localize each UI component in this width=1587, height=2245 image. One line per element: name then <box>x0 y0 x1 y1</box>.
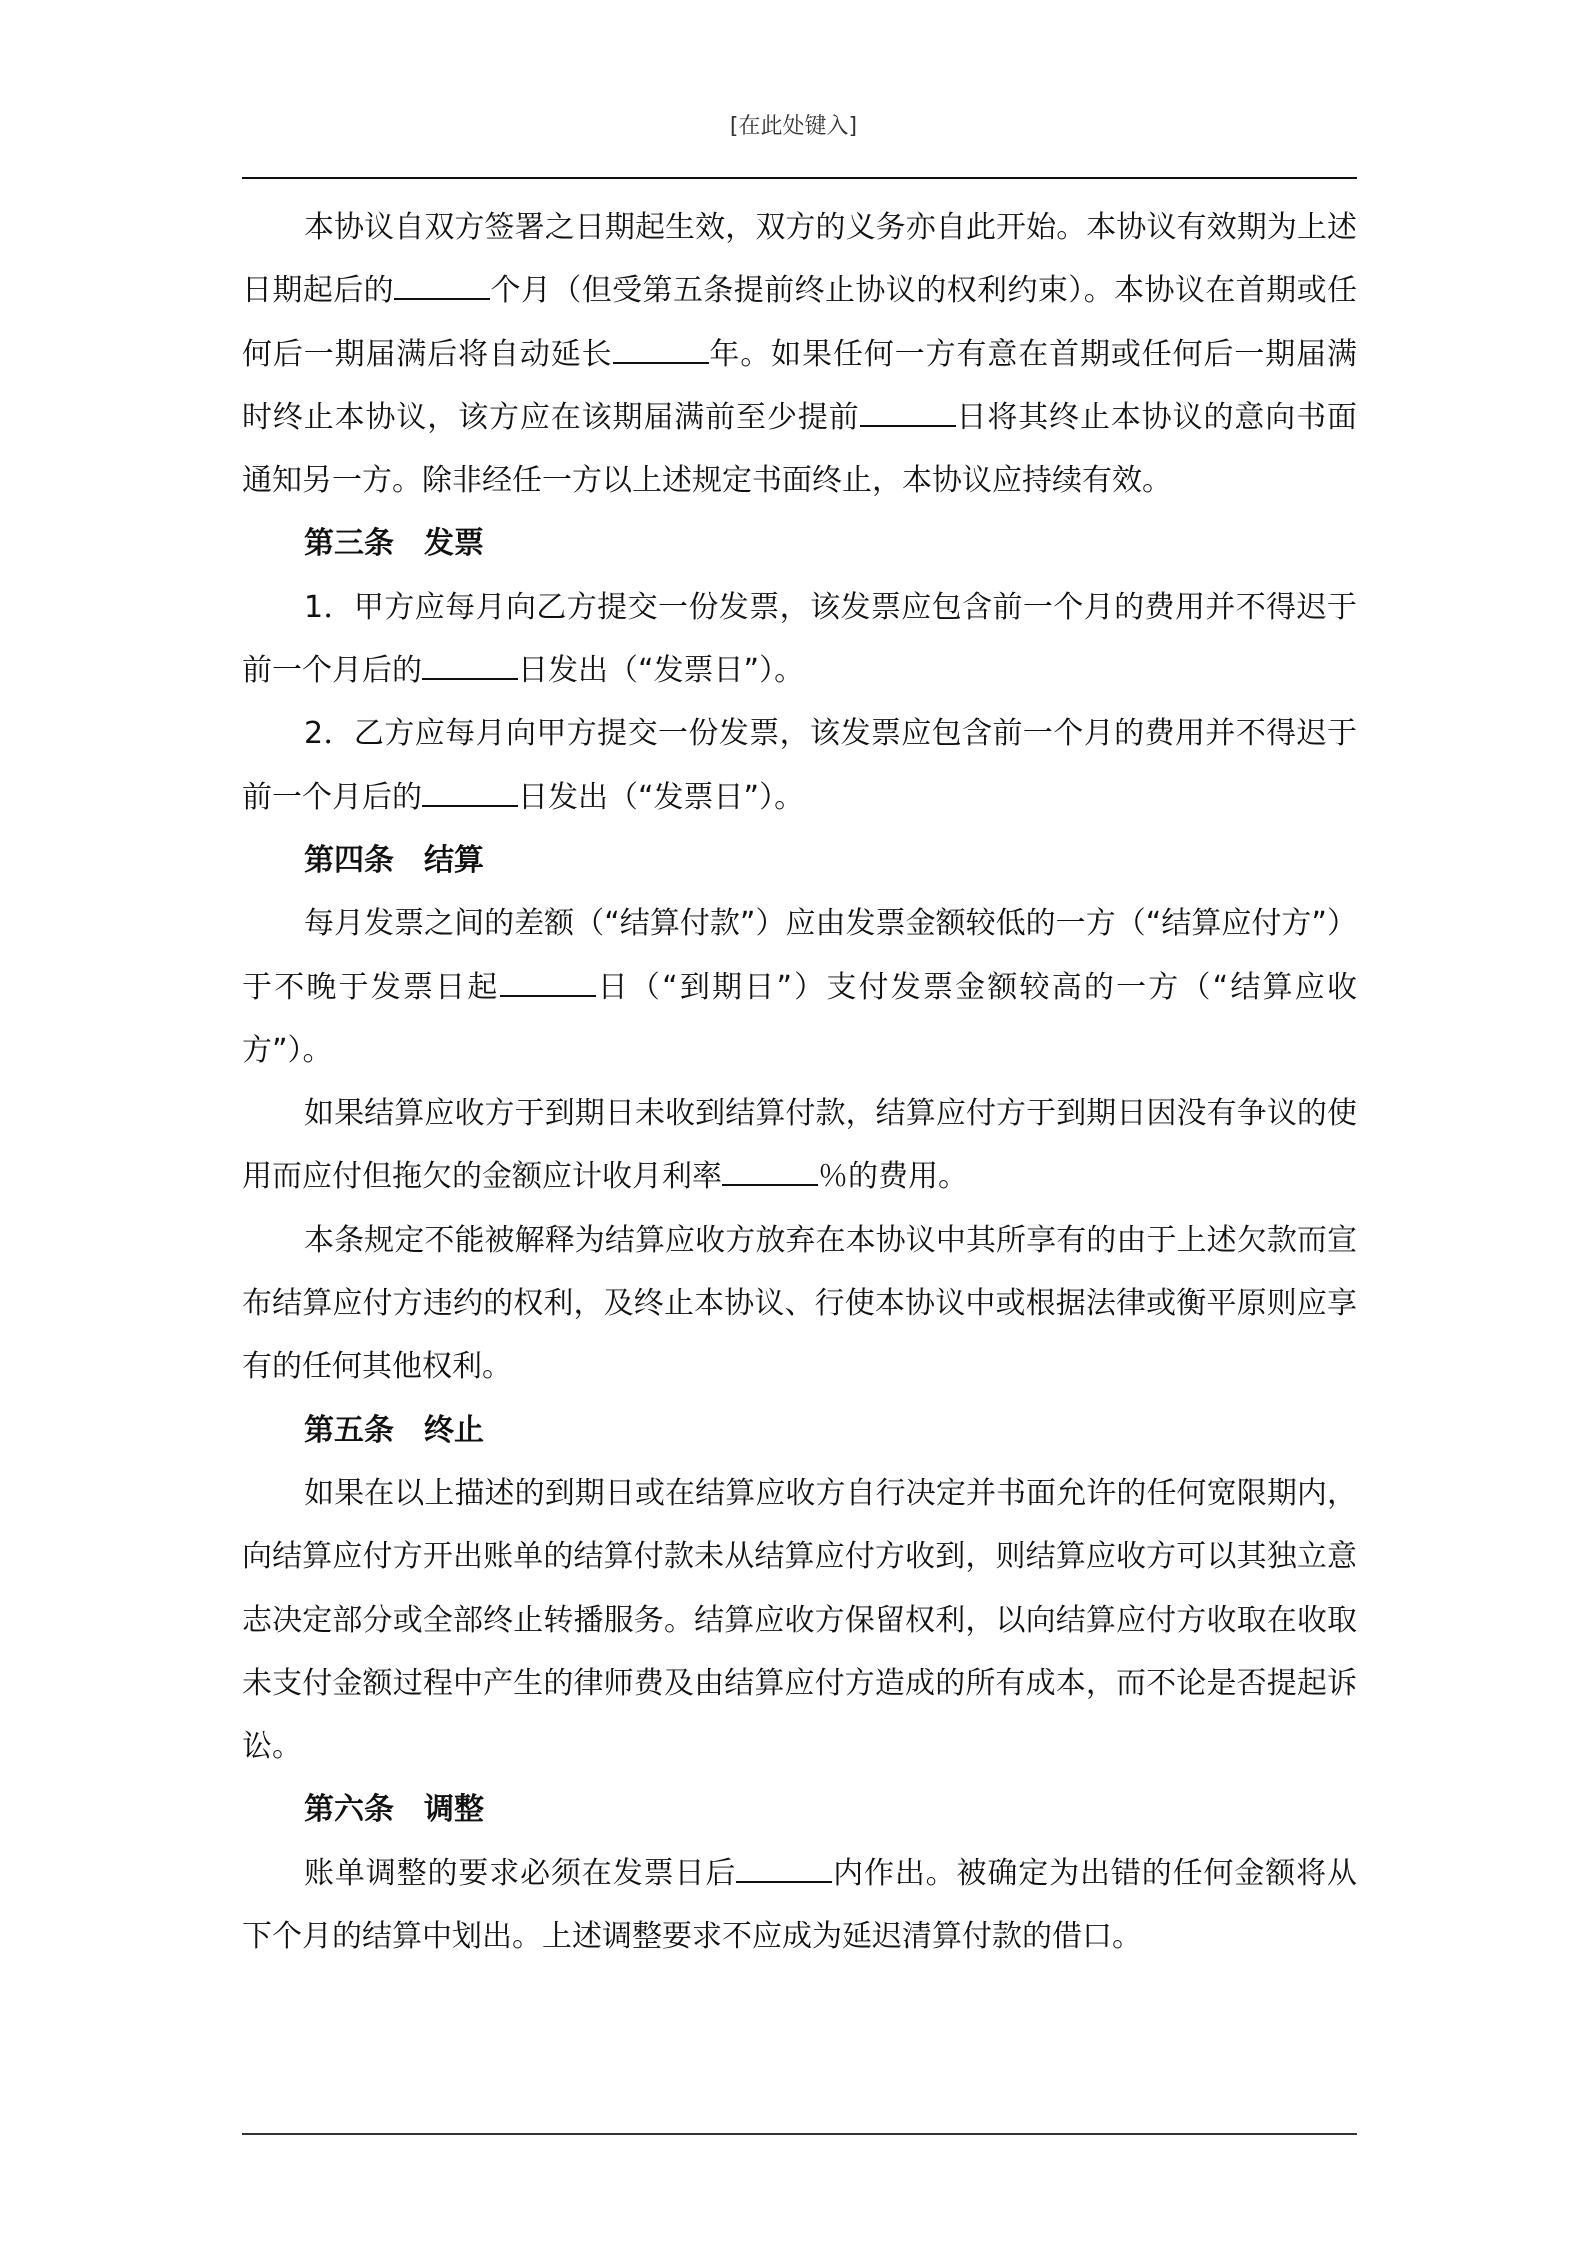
header-rule <box>242 177 1357 179</box>
paragraph-no-waiver: 本条规定不能被解释为结算应收方放弃在本协议中其所享有的由于上述欠款而宣布结算应付方违约的权利，及终止本协议、行使本协议中或根据法律或衡平原则应享有的任何其他权利。 <box>242 1222 1357 1385</box>
document-body <box>242 196 1357 1968</box>
paragraph-invoice-2: 2．乙方应每月向甲方提交一份发票，该发票应包含前一个月的费用并不得迟于前一个月后的 日发出（“发票日”）。 <box>242 716 1357 815</box>
blank-field-invoice-days-1[interactable] <box>422 654 518 680</box>
blank-field-notice-days[interactable] <box>860 401 956 427</box>
paragraph-late-fee: 如果结算应收方于到期日未收到结算付款，结算应付方于到期日因没有争议的使用而应付但拖欠的金额应计收月利率 ％的费用。 <box>242 1096 1357 1195</box>
blank-field-years[interactable] <box>613 338 709 364</box>
page-header: [在此处键入] <box>729 114 858 139</box>
heading-article-4: 第四条 结算 <box>304 842 484 878</box>
paragraph-term: 本协议自双方签署之日期起生效，双方的义务亦自此开始。本协议有效期为上述日期起后的 个月（但受第五条提前终止协议的权利约束）。本协议在首期或任何后一期届满后将自动延长 年。如果任何一方有意在首期或任何后一期届满时终止本协议，该方应在该期届满前至少提前 日将其终止本协议的意向书面通知另一方。除非经任一方以上述规定书面终止，本协议应持续有效。 <box>242 210 1358 499</box>
heading-article-3: 第三条 发票 <box>304 526 484 562</box>
paragraph-termination: 如果在以上描述的到期日或在结算应收方自行决定并书面允许的任何宽限期内，向结算应付方开出账单的结算付款未从结算应付方收到，则结算应收方可以其独立意志决定部分或全部终止转播服务。结算应收方保留权利，以向结算应付方收取在收取未支付金额过程中产生的律师费及由结算应付方造成的所有成本，而不论是否提起诉讼。 <box>242 1475 1357 1765</box>
blank-field-interest-rate[interactable] <box>722 1160 818 1186</box>
blank-field-adjust-period[interactable] <box>736 1857 832 1883</box>
heading-article-6: 第六条 调整 <box>304 1792 484 1828</box>
paragraph-adjustment: 账单调整的要求必须在发票日后 内作出。被确定为出错的任何金额将从下个月的结算中划出。上述调整要求不应成为延迟清算付款的借口。 <box>242 1855 1358 1955</box>
blank-field-months[interactable] <box>394 274 490 300</box>
blank-field-due-days[interactable] <box>500 971 596 997</box>
footer-rule <box>242 2133 1357 2135</box>
paragraph-settlement: 每月发票之间的差额（“结算付款”）应由发票金额较低的一方（“结算应付方”）于不晚于发票日起 日（“到期日”）支付发票金额较高的一方（“结算应收方”）。 <box>242 906 1357 1068</box>
blank-field-invoice-days-2[interactable] <box>422 781 518 807</box>
paragraph-invoice-1: 1．甲方应每月向乙方提交一份发票，该发票应包含前一个月的费用并不得迟于前一个月后的 日发出（“发票日”）。 <box>242 589 1357 689</box>
heading-article-5: 第五条 终止 <box>304 1412 484 1448</box>
